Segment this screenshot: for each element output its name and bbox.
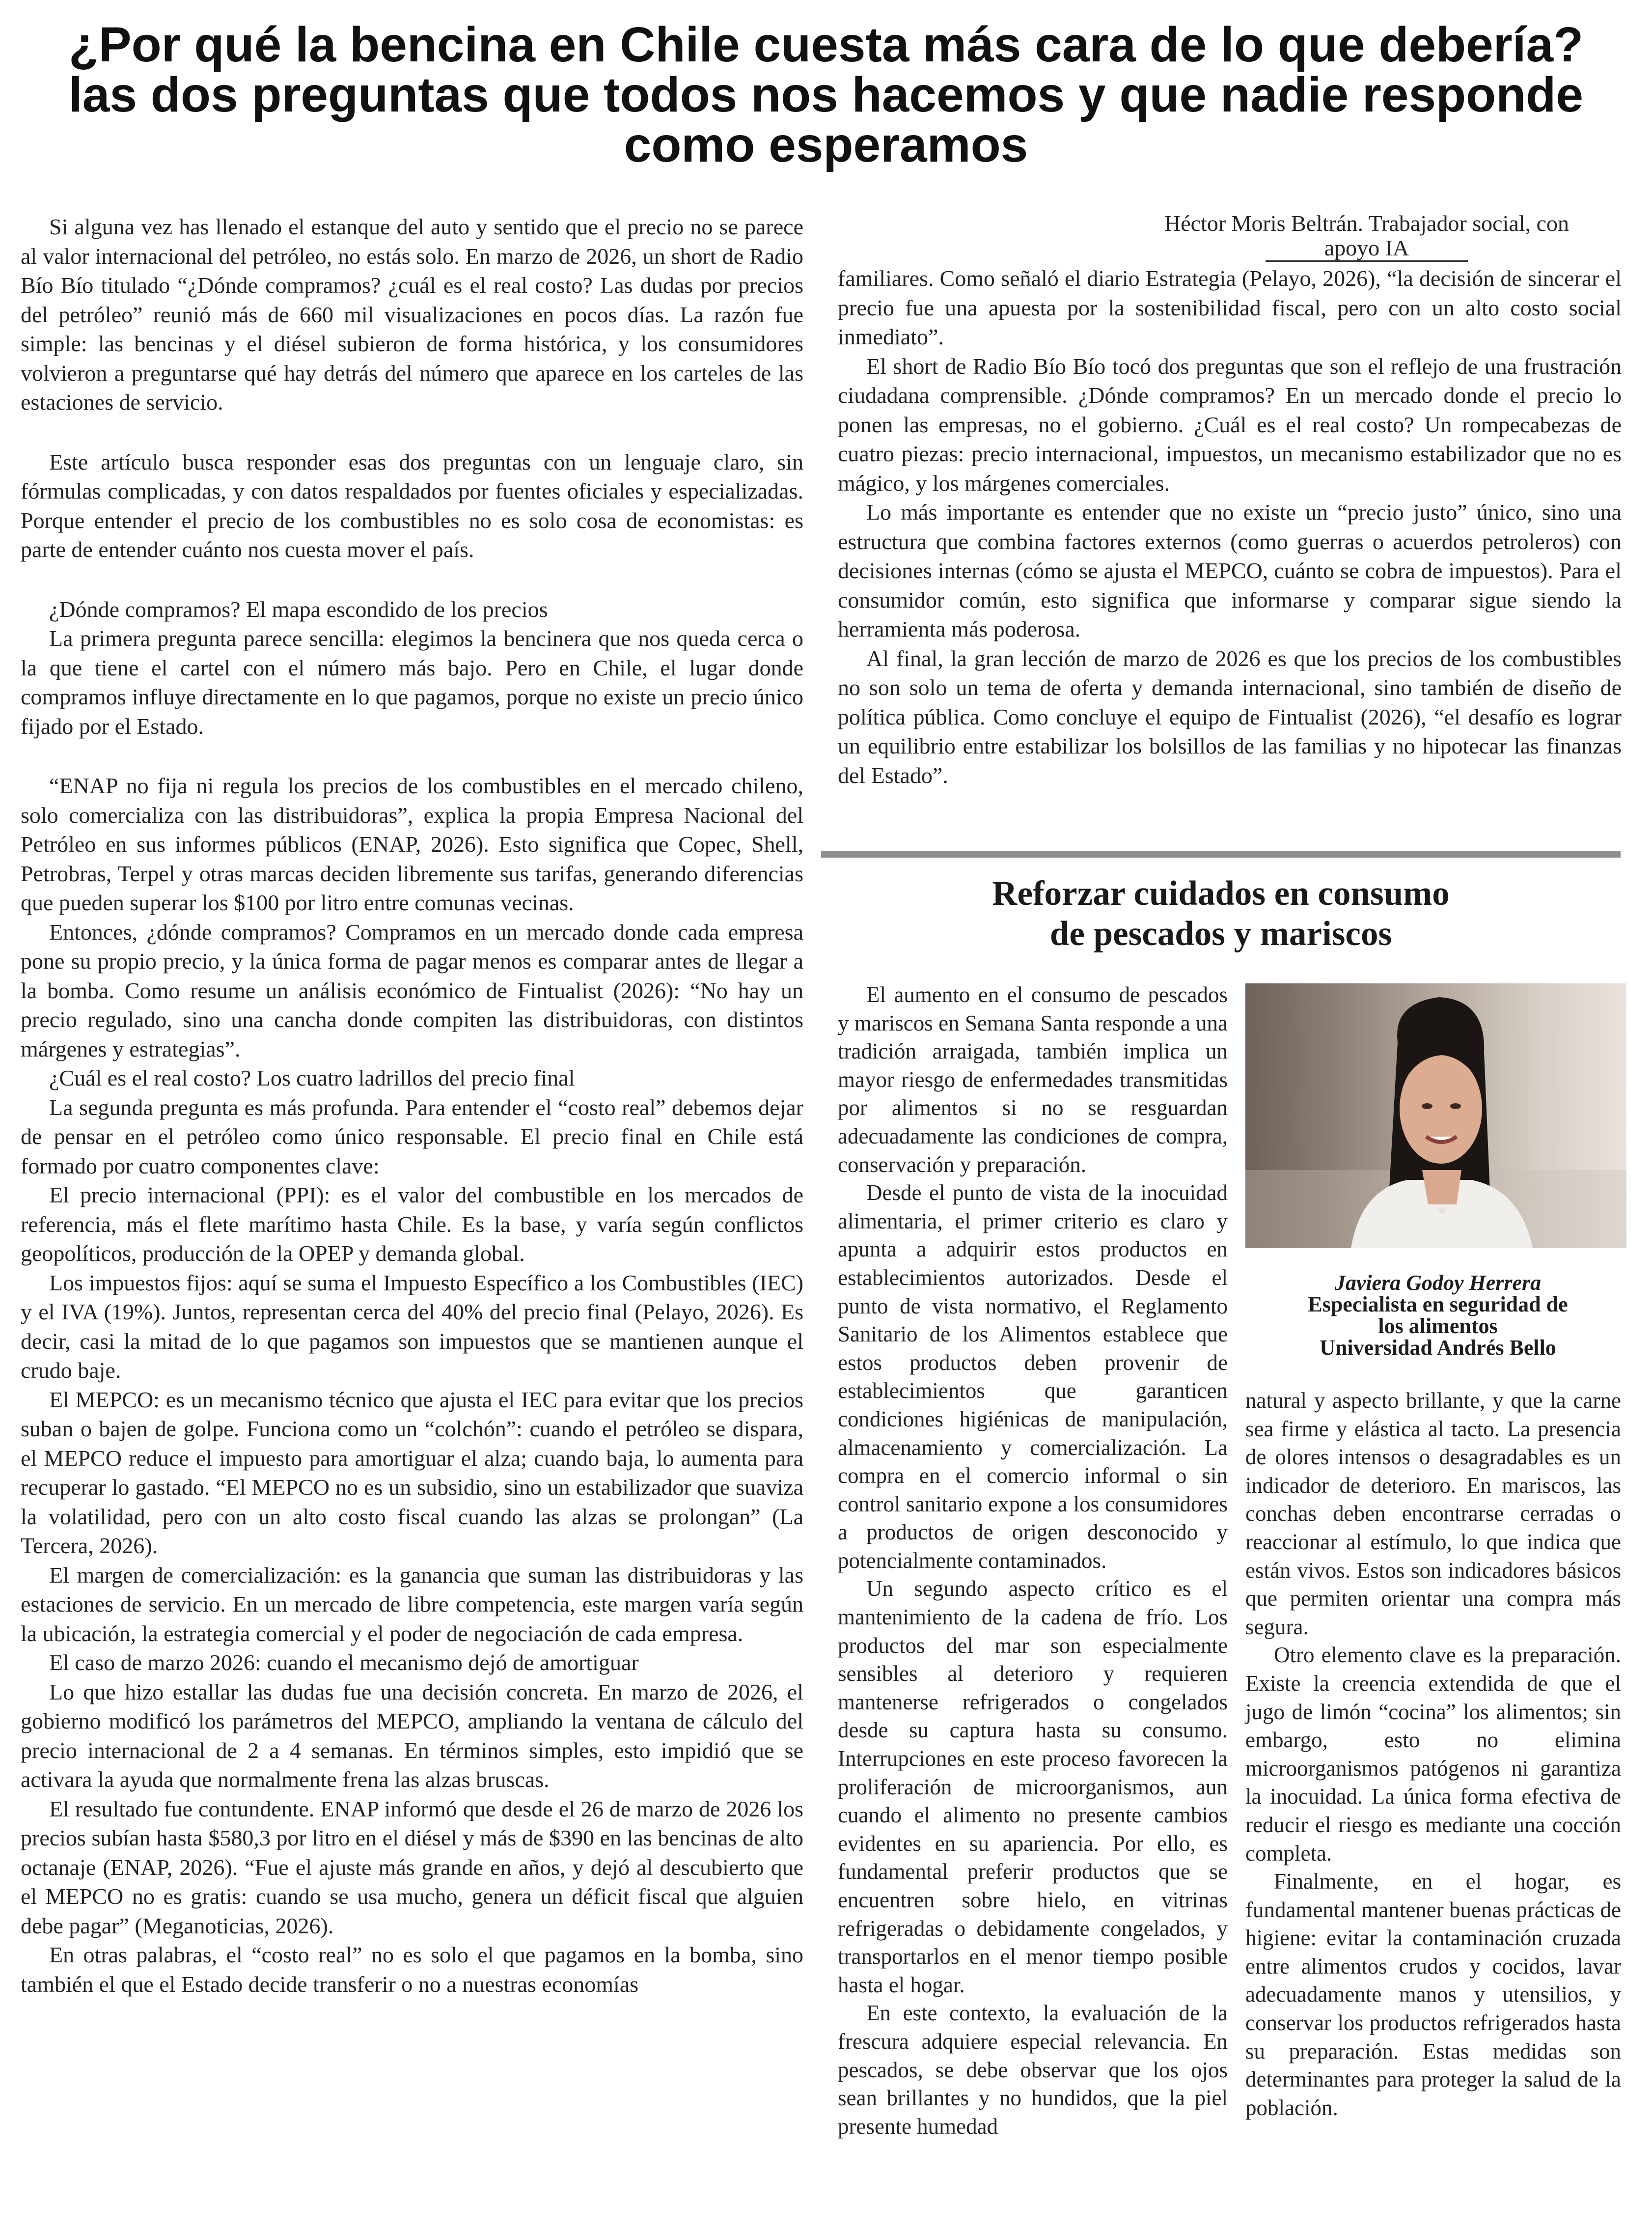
subheading: El caso de marzo 2026: cuando el mecanismo dejó de amortiguar	[49, 1650, 639, 1675]
paragraph: Un segundo aspecto crítico es el mantenimiento de la cadena de frío. Los productos del mar son especialmente sensibles al deterioro y requieren mantenerse refrigerados o congelados desde su captura hasta su consumo. Interrupciones en este proceso favorecen la proliferación de microorganismos, aun cuando el alimento no presente cambios evidentes en su apariencia. Por ello, es fundamental preferir productos que se encuentren sobre hielo, en vitrinas refrigeradas o debidamente congelados, y transportarlos en el menor tiempo posible hasta el hogar.	[838, 1576, 1228, 1997]
byline-line-1: Héctor Moris Beltrán. Trabajador social, con	[1164, 211, 1569, 236]
byline-line-2: apoyo IA	[1266, 236, 1468, 262]
paragraph: natural y aspecto brillante, y que la carne sea firme y elástica al tacto. La presencia de olores intensos o desagradables es un indicador de deterioro. En mariscos, las conchas deben encontrarse cerradas o reaccionar al estímulo, lo que indica que están vivos. Estos son indicadores básicos que permiten orientar una compra más segura.	[1245, 1388, 1621, 1639]
section-divider	[821, 851, 1621, 858]
paragraph: Si alguna vez has llenado el estanque del auto y sentido que el precio no se parece al valor internacional del petróleo, no estás solo. En marzo de 2026, un short de Radio Bío Bío titulado “¿Dónde compramos? ¿cuál es el real costo? Las dudas por precios del petróleo” reunió más de 660 mil visualizaciones en pocos días. La razón fue simple: las bencinas y el diésel subieron de forma histórica, y los consumidores volvieron a preguntarse qué hay detrás del número que aparece en los carteles de las estaciones de servicio.	[21, 214, 803, 415]
paragraph: Al final, la gran lección de marzo de 2026 es que los precios de los combustibles no son solo un tema de oferta y demanda internacional, sino también de diseño de política pública. Como concluye el equipo de Fintualist (2026), “el desafío es lograr un equilibrio entre estabilizar los bolsillos de las familias y no hipotecar las finanzas del Estado”.	[838, 645, 1622, 788]
paragraph: El resultado fue contundente. ENAP informó que desde el 26 de marzo de 2026 los precios subían hasta $580,3 por litro en el diésel y más de $390 en las bencinas de alto octanaje (ENAP, 2026). “Fue el ajuste más grande en años, y dejó al descubierto que el MEPCO no es gratis: cuando se usa mucho, genera un déficit fiscal que alguien debe pagar” (Meganoticias, 2026).	[21, 1796, 803, 1938]
headline	[29, 17, 1623, 172]
headline-line-1: ¿Por qué la bencina en Chile cuesta más cara de lo que debería?	[68, 17, 1584, 72]
paragraph: La segunda pregunta es más profunda. Para entender el “costo real” debemos dejar de pensar en el petróleo como único responsable. El precio final en Chile está formado por cuatro componentes clave:	[21, 1094, 803, 1178]
article-2-title	[821, 873, 1621, 954]
paragraph: Entonces, ¿dónde compramos? Compramos en un mercado donde cada empresa pone su propio precio, y la única forma de pagar menos es comparar antes de llegar a la bomba. Como resume un análisis económico de Fintualist (2026): “No hay un precio regulado, sino una cancha donde compiten las distribuidoras, con distintos márgenes y estrategias”.	[21, 919, 803, 1061]
paragraph: familiares. Como señaló el diario Estrategia (Pelayo, 2026), “la decisión de sincerar el precio fue una apuesta por la sostenibilidad fiscal, pero con un alto costo social inmediato”.	[838, 266, 1622, 349]
author-photo	[1245, 983, 1626, 1248]
paragraph: El MEPCO: es un mecanismo técnico que ajusta el IEC para evitar que los precios suban o bajen de golpe. Funciona como un “colchón”: cuando el petróleo se dispara, el MEPCO reduce el impuesto para amortiguar el alza; cuando baja, lo aumenta para recuperar lo gastado. “El MEPCO no es un subsidio, sino un estabilizador que suaviza la volatilidad, pero con un alto costo fiscal cuando las alzas se prolongan” (La Tercera, 2026).	[21, 1387, 803, 1558]
paragraph: Desde el punto de vista de la inocuidad alimentaria, el primer criterio es claro y apunta a adquirir estos productos en establecimientos autorizados. Desde el punto de vista normativo, el Reglamento Sanitario de los Alimentos establece que estos productos deben provenir de establecimientos que garanticen condiciones higiénicas de manipulación, almacenamiento y comercialización. La compra en el comercio informal o sin control sanitario expone a los consumidores a productos de origen desconocido y potencialmente contaminados.	[838, 1180, 1228, 1573]
paragraph: Otro elemento clave es la preparación. Existe la creencia extendida de que el jugo de limón “cocina” los alimentos; sin embargo, esto no elimina microorganismos patógenos ni garantiza la inocuidad. La única forma efectiva de reducir el riesgo es mediante una cocción completa.	[1245, 1643, 1621, 1866]
subheading: ¿Dónde compramos? El mapa escondido de los precios	[49, 596, 548, 622]
headline-line-2: las dos preguntas que todos nos hacemos y que nadie responde	[69, 67, 1583, 122]
paragraph: El margen de comercialización: es la ganancia que suman las distribuidoras y las estaciones de servicio. En un mercado de libre competencia, este margen varía según la ubicación, la estrategia comercial y el poder de negociación de cada empresa.	[21, 1562, 803, 1646]
caption-institution: Universidad Andrés Bello	[1320, 1336, 1556, 1360]
paragraph: Lo más importante es entender que no existe un “precio justo” único, sino una estructura que combina factores externos (como guerras o acuerdos petroleros) con decisiones internas (cómo se ajusta el MEPCO, cuánto se cobra de impuestos). Para el consumidor común, esto significa que informarse y comparar sigue siendo la herramienta más poderosa.	[838, 500, 1622, 642]
caption-name: Javiera Godoy Herrera	[1334, 1271, 1542, 1295]
paragraph: Lo que hizo estallar las dudas fue una decisión concreta. En marzo de 2026, el gobierno modificó los parámetros del MEPCO, ampliando la ventana de cálculo del precio internacional de 2 a 4 semanas. En términos simples, esto impidió que se activara la ayuda que normalmente frena las alzas bruscas.	[21, 1679, 803, 1792]
paragraph: El short de Radio Bío Bío tocó dos preguntas que son el reflejo de una frustración ciudadana comprensible. ¿Dónde compramos? En un mercado donde el precio lo ponen las empresas, no el gobierno. ¿Cuál es el real costo? Un rompecabezas de cuatro piezas: precio internacional, impuestos, un mecanismo estabilizador que no es mágico, y los márgenes comerciales.	[838, 353, 1622, 496]
caption-role: Especialista en seguridad de	[1308, 1292, 1568, 1316]
paragraph: “ENAP no fija ni regula los precios de los combustibles en el mercado chileno, solo comercializa con las distribuidoras”, explica la propia Empresa Nacional del Petróleo en sus informes públicos (ENAP, 2026). Esto significa que Copec, Shell, Petrobras, Terpel y otras marcas deciden libremente sus tarifas, generando diferencias que pueden superar los $100 por litro entre comunas vecinas.	[21, 773, 803, 915]
article-2-right-column	[1245, 1387, 1621, 2122]
paragraph: Los impuestos fijos: aquí se suma el Impuesto Específico a los Combustibles (IEC) y el IVA (19%). Juntos, representan cerca del 40% del precio final (Pelayo, 2026). Es decir, casi la mitad de lo que pagamos son impuestos que se mantienen aunque el crudo baje.	[21, 1270, 803, 1383]
paragraph: El precio internacional (PPI): es el valor del combustible en los mercados de referencia, más el flete marítimo hasta Chile. Es la base, y varía según conflictos geopolíticos, producción de la OPEP y demanda global.	[21, 1182, 803, 1266]
paragraph: La primera pregunta parece sencilla: elegimos la bencinera que nos queda cerca o la que tiene el cartel con el número más bajo. Pero en Chile, el lugar donde compramos influye directamente en lo que pagamos, porque no existe un precio único fijado por el Estado.	[21, 626, 803, 739]
paragraph: En este contexto, la evaluación de la frescura adquiere especial relevancia. En pescados, se debe observar que los ojos sean brillantes y no hundidos, que la piel presente humedad	[838, 2001, 1228, 2139]
article-2-left-column	[838, 981, 1228, 2141]
article-2-title-line-2: de pescados y mariscos	[1049, 915, 1392, 953]
photo-caption	[1247, 1272, 1628, 1359]
paragraph: Finalmente, en el hogar, es fundamental mantener buenas prácticas de higiene: evitar la contaminación cruzada entre alimentos crudos y cocidos, lavar adecuadamente manos y utensilios, y conservar los productos refrigerados hasta su preparación. Estas medidas son determinantes para proteger la salud de la población.	[1245, 1869, 1621, 2120]
paragraph: El aumento en el consumo de pescados y mariscos en Semana Santa responde a una tradición arraigada, también implica un mayor riesgo de enfermedades transmitidas por alimentos si no se resguardan adecuadamente las condiciones de compra, conservación y preparación.	[838, 982, 1228, 1177]
paragraph: Este artículo busca responder esas dos preguntas con un lenguaje claro, sin fórmulas complicadas, y con datos respaldados por fuentes oficiales y especializadas. Porque entender el precio de los combustibles no es solo cosa de economistas: es parte de entender cuánto nos cuesta mover el país.	[21, 449, 803, 562]
paragraph: En otras palabras, el “costo real” no es solo el que pagamos en la bomba, sino también el que el Estado decide transferir o no a nuestras economías	[21, 1942, 803, 1997]
caption-role-2: los alimentos	[1378, 1314, 1498, 1338]
byline	[1125, 211, 1609, 262]
article-1-right-column	[838, 264, 1622, 790]
article-1-left-column	[21, 212, 803, 1999]
subheading: ¿Cuál es el real costo? Los cuatro ladrillos del precio final	[49, 1065, 575, 1090]
headline-line-3: como esperamos	[624, 117, 1028, 172]
article-2-title-line-1: Reforzar cuidados en consumo	[992, 874, 1450, 913]
